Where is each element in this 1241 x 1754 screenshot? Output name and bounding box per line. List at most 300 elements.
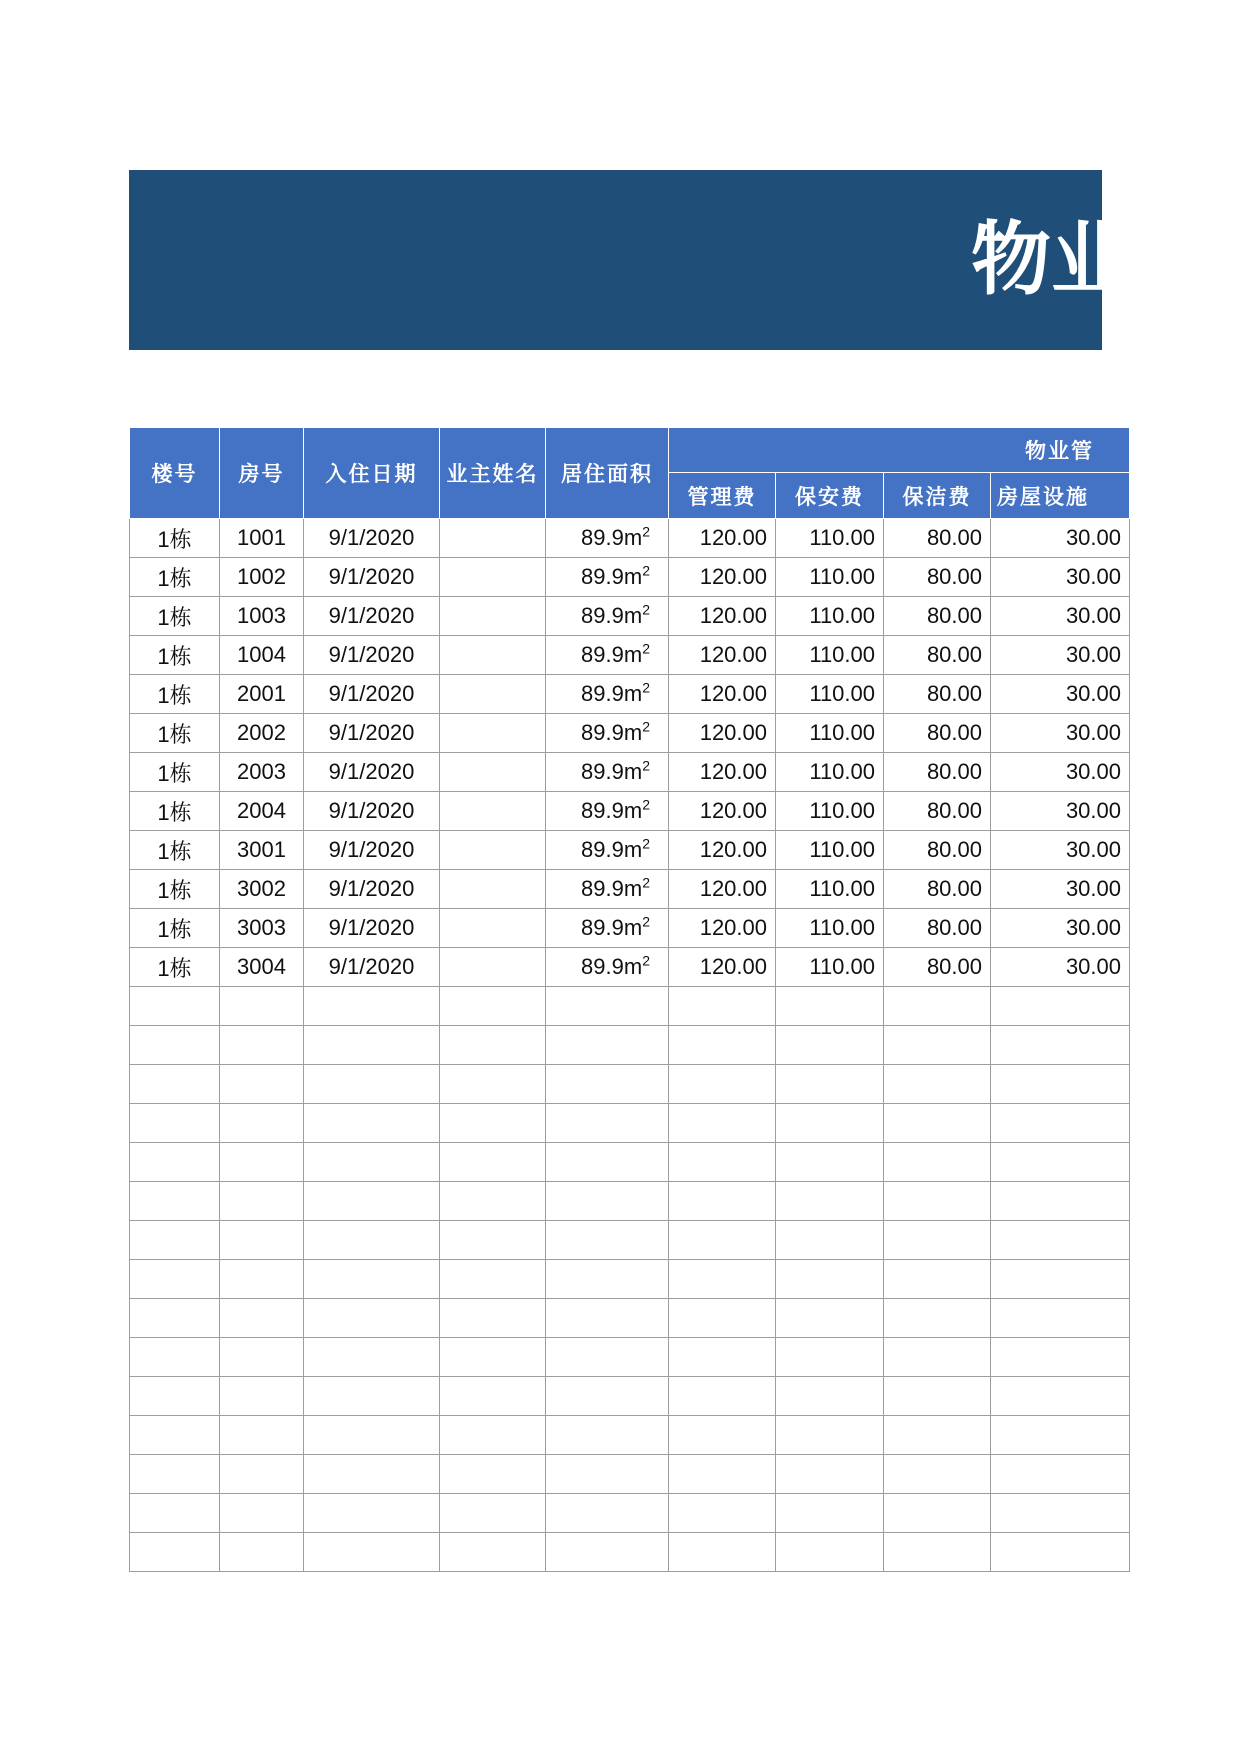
empty-cell[interactable] [546, 1143, 669, 1182]
table-row [130, 792, 1130, 831]
cell-management-fee[interactable] [669, 909, 776, 948]
empty-cell[interactable] [304, 1221, 440, 1260]
cell-area[interactable] [546, 909, 669, 948]
cell-owner-name[interactable] [440, 753, 546, 792]
empty-cell[interactable] [440, 1377, 546, 1416]
empty-cell[interactable] [220, 1494, 304, 1533]
empty-cell[interactable] [776, 1065, 884, 1104]
empty-cell[interactable] [669, 1065, 776, 1104]
empty-cell[interactable] [546, 1221, 669, 1260]
empty-cell[interactable] [991, 1455, 1130, 1494]
empty-cell[interactable] [440, 1221, 546, 1260]
empty-cell[interactable] [546, 1104, 669, 1143]
cell-move-in-date-value: 9/1/2020 [328, 915, 415, 940]
empty-cell[interactable] [304, 1377, 440, 1416]
cell-security-fee[interactable] [776, 675, 884, 714]
cell-building[interactable] [130, 675, 220, 714]
cell-owner-name[interactable] [440, 909, 546, 948]
cell-management-fee[interactable] [669, 636, 776, 675]
cell-owner-name[interactable] [440, 558, 546, 597]
empty-cell[interactable] [130, 1065, 220, 1104]
empty-cell[interactable] [304, 1182, 440, 1221]
area-unit-superscript: 2 [642, 718, 650, 735]
cell-cleaning-fee-value: 80.00 [926, 954, 982, 979]
empty-cell[interactable] [440, 1338, 546, 1377]
cell-owner-name[interactable] [440, 792, 546, 831]
cell-building-value: 1栋 [157, 955, 192, 981]
cell-room[interactable] [220, 636, 304, 675]
empty-cell[interactable] [130, 1494, 220, 1533]
cell-room[interactable] [220, 597, 304, 636]
header-owner-name: 业主姓名 [440, 428, 546, 519]
empty-cell[interactable] [776, 1104, 884, 1143]
cell-cleaning-fee[interactable] [884, 714, 991, 753]
cell-security-fee-value: 110.00 [809, 681, 875, 706]
empty-cell[interactable] [991, 1494, 1130, 1533]
header-room: 房号 [220, 428, 304, 519]
empty-cell[interactable] [776, 1182, 884, 1221]
cell-building[interactable] [130, 597, 220, 636]
cell-security-fee[interactable] [776, 870, 884, 909]
empty-table-row [130, 1533, 1130, 1572]
cell-cleaning-fee-value: 80.00 [926, 798, 982, 823]
cell-move-in-date[interactable] [304, 792, 440, 831]
area-unit-superscript: 2 [642, 874, 650, 891]
empty-cell[interactable] [440, 1455, 546, 1494]
empty-table-row [130, 1026, 1130, 1065]
cell-security-fee[interactable] [776, 636, 884, 675]
empty-cell[interactable] [304, 1260, 440, 1299]
empty-table-row [130, 1299, 1130, 1338]
cell-security-fee[interactable] [776, 792, 884, 831]
cell-room-value: 3003 [237, 915, 286, 940]
cell-move-in-date-value: 9/1/2020 [328, 798, 415, 823]
empty-cell[interactable] [440, 1533, 546, 1572]
table-row [130, 831, 1130, 870]
empty-cell[interactable] [220, 1455, 304, 1494]
cell-cleaning-fee[interactable] [884, 519, 991, 558]
cell-area[interactable] [546, 870, 669, 909]
cell-management-fee-value: 120.00 [699, 642, 767, 667]
empty-cell[interactable] [669, 1104, 776, 1143]
empty-cell[interactable] [440, 1065, 546, 1104]
cell-management-fee[interactable] [669, 831, 776, 870]
empty-cell[interactable] [776, 1338, 884, 1377]
empty-cell[interactable] [776, 1494, 884, 1533]
empty-cell[interactable] [776, 1416, 884, 1455]
empty-cell[interactable] [440, 1494, 546, 1533]
empty-cell[interactable] [991, 1299, 1130, 1338]
cell-security-fee-value: 110.00 [809, 525, 875, 550]
empty-cell[interactable] [546, 1338, 669, 1377]
cell-owner-name[interactable] [440, 870, 546, 909]
cell-area[interactable] [546, 519, 669, 558]
cell-building[interactable] [130, 558, 220, 597]
empty-cell[interactable] [546, 1260, 669, 1299]
cell-management-fee[interactable] [669, 558, 776, 597]
empty-cell[interactable] [991, 1026, 1130, 1065]
cell-building-value: 1栋 [157, 721, 192, 747]
cell-cleaning-fee[interactable] [884, 753, 991, 792]
table-row [130, 519, 1130, 558]
empty-cell[interactable] [546, 1026, 669, 1065]
empty-cell[interactable] [884, 1182, 991, 1221]
empty-cell[interactable] [884, 1533, 991, 1572]
cell-move-in-date[interactable] [304, 636, 440, 675]
empty-cell[interactable] [220, 987, 304, 1026]
empty-cell[interactable] [220, 1221, 304, 1260]
empty-cell[interactable] [440, 1416, 546, 1455]
cell-room-value: 1001 [237, 525, 286, 550]
cell-security-fee[interactable] [776, 558, 884, 597]
empty-cell[interactable] [669, 1377, 776, 1416]
empty-cell[interactable] [884, 1416, 991, 1455]
empty-cell[interactable] [130, 1338, 220, 1377]
empty-cell[interactable] [991, 1377, 1130, 1416]
cell-room[interactable] [220, 519, 304, 558]
empty-cell[interactable] [304, 987, 440, 1026]
empty-cell[interactable] [669, 1416, 776, 1455]
empty-cell[interactable] [991, 1338, 1130, 1377]
cell-management-fee[interactable] [669, 519, 776, 558]
cell-facility-fee[interactable] [991, 909, 1130, 948]
empty-cell[interactable] [546, 1065, 669, 1104]
empty-cell[interactable] [669, 1455, 776, 1494]
empty-cell[interactable] [130, 1416, 220, 1455]
cell-cleaning-fee-value: 80.00 [926, 642, 982, 667]
cell-room[interactable] [220, 753, 304, 792]
cell-move-in-date[interactable] [304, 519, 440, 558]
empty-cell[interactable] [669, 1026, 776, 1065]
empty-cell[interactable] [440, 1182, 546, 1221]
cell-security-fee[interactable] [776, 753, 884, 792]
empty-cell[interactable] [669, 1221, 776, 1260]
cell-management-fee[interactable] [669, 948, 776, 987]
cell-building-value: 1栋 [157, 760, 192, 786]
empty-cell[interactable] [884, 1143, 991, 1182]
empty-cell[interactable] [130, 1533, 220, 1572]
empty-table-row [130, 1416, 1130, 1455]
empty-cell[interactable] [546, 1455, 669, 1494]
cell-building[interactable] [130, 870, 220, 909]
cell-move-in-date[interactable] [304, 753, 440, 792]
cell-building[interactable] [130, 714, 220, 753]
empty-cell[interactable] [884, 1299, 991, 1338]
cell-owner-name[interactable] [440, 597, 546, 636]
empty-cell[interactable] [130, 1182, 220, 1221]
empty-cell[interactable] [130, 1026, 220, 1065]
cell-owner-name[interactable] [440, 831, 546, 870]
cell-facility-fee[interactable] [991, 714, 1130, 753]
empty-cell[interactable] [304, 1065, 440, 1104]
empty-cell[interactable] [991, 1260, 1130, 1299]
empty-cell[interactable] [304, 1299, 440, 1338]
cell-owner-name[interactable] [440, 636, 546, 675]
cell-management-fee[interactable] [669, 714, 776, 753]
empty-cell[interactable] [884, 1455, 991, 1494]
cell-security-fee-value: 110.00 [809, 837, 875, 862]
area-unit-superscript: 2 [642, 952, 650, 969]
empty-cell[interactable] [130, 1377, 220, 1416]
cell-cleaning-fee[interactable] [884, 597, 991, 636]
cell-cleaning-fee-value: 80.00 [926, 564, 982, 589]
cell-room[interactable] [220, 558, 304, 597]
cell-security-fee[interactable] [776, 909, 884, 948]
empty-cell[interactable] [546, 1377, 669, 1416]
empty-cell[interactable] [220, 1260, 304, 1299]
cell-security-fee-value: 110.00 [809, 564, 875, 589]
empty-cell[interactable] [304, 1026, 440, 1065]
empty-cell[interactable] [546, 1182, 669, 1221]
cell-facility-fee-value: 30.00 [1065, 915, 1121, 940]
empty-cell[interactable] [991, 1065, 1130, 1104]
empty-cell[interactable] [304, 1494, 440, 1533]
cell-area[interactable] [546, 948, 669, 987]
cell-building[interactable] [130, 948, 220, 987]
cell-building[interactable] [130, 519, 220, 558]
empty-cell[interactable] [440, 1026, 546, 1065]
cell-area[interactable] [546, 753, 669, 792]
area-unit-superscript: 2 [642, 796, 650, 813]
empty-cell[interactable] [546, 1494, 669, 1533]
cell-area-value: 89.9m [581, 915, 643, 940]
empty-cell[interactable] [304, 1143, 440, 1182]
cell-move-in-date[interactable] [304, 714, 440, 753]
cell-security-fee[interactable] [776, 831, 884, 870]
empty-cell[interactable] [776, 1455, 884, 1494]
header-move-in-date: 入住日期 [304, 428, 440, 519]
cell-cleaning-fee[interactable] [884, 792, 991, 831]
empty-cell[interactable] [669, 1494, 776, 1533]
empty-cell[interactable] [546, 1299, 669, 1338]
cell-move-in-date[interactable] [304, 909, 440, 948]
cell-management-fee-value: 120.00 [699, 603, 767, 628]
cell-facility-fee[interactable] [991, 636, 1130, 675]
empty-cell[interactable] [991, 1104, 1130, 1143]
cell-building[interactable] [130, 831, 220, 870]
cell-area[interactable] [546, 792, 669, 831]
empty-cell[interactable] [220, 1299, 304, 1338]
empty-cell[interactable] [546, 1416, 669, 1455]
empty-cell[interactable] [130, 1221, 220, 1260]
cell-cleaning-fee[interactable] [884, 558, 991, 597]
cell-management-fee[interactable] [669, 675, 776, 714]
empty-cell[interactable] [130, 1104, 220, 1143]
cell-cleaning-fee[interactable] [884, 636, 991, 675]
cell-move-in-date[interactable] [304, 831, 440, 870]
cell-facility-fee[interactable] [991, 675, 1130, 714]
cell-security-fee[interactable] [776, 519, 884, 558]
cell-owner-name[interactable] [440, 519, 546, 558]
empty-cell[interactable] [130, 1455, 220, 1494]
cell-management-fee-value: 120.00 [699, 525, 767, 550]
header-security-fee: 保安费 [776, 473, 884, 519]
empty-cell[interactable] [669, 1338, 776, 1377]
empty-cell[interactable] [440, 1299, 546, 1338]
empty-cell[interactable] [440, 1143, 546, 1182]
cell-security-fee-value: 110.00 [809, 798, 875, 823]
cell-building-value: 1栋 [157, 682, 192, 708]
cell-building[interactable] [130, 909, 220, 948]
title-banner [129, 170, 1211, 350]
empty-cell[interactable] [304, 1104, 440, 1143]
empty-cell[interactable] [991, 1533, 1130, 1572]
empty-cell[interactable] [884, 1260, 991, 1299]
cell-area[interactable] [546, 714, 669, 753]
empty-cell[interactable] [884, 1026, 991, 1065]
cell-room[interactable] [220, 792, 304, 831]
cell-room[interactable] [220, 909, 304, 948]
cell-facility-fee[interactable] [991, 792, 1130, 831]
cell-security-fee-value: 110.00 [809, 642, 875, 667]
cell-facility-fee[interactable] [991, 831, 1130, 870]
cell-owner-name[interactable] [440, 714, 546, 753]
cell-owner-name[interactable] [440, 948, 546, 987]
empty-cell[interactable] [130, 1260, 220, 1299]
cell-facility-fee[interactable] [991, 870, 1130, 909]
cell-building-value: 1栋 [157, 565, 192, 591]
area-unit-superscript: 2 [642, 835, 650, 852]
empty-cell[interactable] [130, 1299, 220, 1338]
cell-management-fee[interactable] [669, 753, 776, 792]
cell-cleaning-fee[interactable] [884, 870, 991, 909]
cell-management-fee[interactable] [669, 792, 776, 831]
empty-cell[interactable] [884, 1104, 991, 1143]
empty-cell[interactable] [991, 987, 1130, 1026]
cell-security-fee[interactable] [776, 597, 884, 636]
cell-cleaning-fee[interactable] [884, 675, 991, 714]
empty-cell[interactable] [220, 1377, 304, 1416]
empty-cell[interactable] [220, 1533, 304, 1572]
cell-cleaning-fee[interactable] [884, 948, 991, 987]
cell-move-in-date-value: 9/1/2020 [328, 837, 415, 862]
empty-cell[interactable] [669, 1143, 776, 1182]
cell-move-in-date-value: 9/1/2020 [328, 525, 415, 550]
empty-cell[interactable] [304, 1533, 440, 1572]
empty-cell[interactable] [776, 987, 884, 1026]
cell-room[interactable] [220, 831, 304, 870]
cell-owner-name[interactable] [440, 675, 546, 714]
cell-management-fee[interactable] [669, 597, 776, 636]
empty-cell[interactable] [130, 987, 220, 1026]
empty-cell[interactable] [991, 1143, 1130, 1182]
cell-area-value: 89.9m [581, 954, 643, 979]
cell-move-in-date[interactable] [304, 870, 440, 909]
empty-cell[interactable] [546, 987, 669, 1026]
cell-area[interactable] [546, 636, 669, 675]
empty-cell[interactable] [220, 1182, 304, 1221]
cell-facility-fee-value: 30.00 [1065, 759, 1121, 784]
cell-cleaning-fee[interactable] [884, 831, 991, 870]
empty-cell[interactable] [669, 1299, 776, 1338]
empty-cell[interactable] [440, 1260, 546, 1299]
empty-cell[interactable] [220, 1338, 304, 1377]
empty-cell[interactable] [776, 1221, 884, 1260]
empty-cell[interactable] [991, 1221, 1130, 1260]
empty-cell[interactable] [776, 1026, 884, 1065]
empty-cell[interactable] [669, 1182, 776, 1221]
empty-cell[interactable] [884, 987, 991, 1026]
cell-area[interactable] [546, 831, 669, 870]
empty-cell[interactable] [884, 1494, 991, 1533]
cell-area[interactable] [546, 675, 669, 714]
empty-cell[interactable] [776, 1299, 884, 1338]
cell-facility-fee[interactable] [991, 948, 1130, 987]
empty-cell[interactable] [130, 1143, 220, 1182]
empty-cell[interactable] [776, 1377, 884, 1416]
cell-move-in-date[interactable] [304, 597, 440, 636]
cell-management-fee[interactable] [669, 870, 776, 909]
cell-move-in-date-value: 9/1/2020 [328, 681, 415, 706]
cell-room[interactable] [220, 714, 304, 753]
cell-room[interactable] [220, 948, 304, 987]
cell-area-value: 89.9m [581, 681, 643, 706]
cell-move-in-date[interactable] [304, 558, 440, 597]
cell-facility-fee[interactable] [991, 519, 1130, 558]
empty-cell[interactable] [220, 1143, 304, 1182]
cell-move-in-date-value: 9/1/2020 [328, 720, 415, 745]
cell-security-fee[interactable] [776, 714, 884, 753]
empty-cell[interactable] [991, 1416, 1130, 1455]
empty-cell[interactable] [884, 1377, 991, 1416]
empty-cell[interactable] [776, 1533, 884, 1572]
cell-move-in-date[interactable] [304, 948, 440, 987]
cell-room[interactable] [220, 675, 304, 714]
cell-management-fee-value: 120.00 [699, 915, 767, 940]
empty-cell[interactable] [884, 1338, 991, 1377]
empty-cell[interactable] [440, 987, 546, 1026]
empty-cell[interactable] [220, 1416, 304, 1455]
cell-move-in-date[interactable] [304, 675, 440, 714]
cell-building[interactable] [130, 753, 220, 792]
empty-cell[interactable] [220, 1065, 304, 1104]
empty-cell[interactable] [669, 1533, 776, 1572]
table-row [130, 558, 1130, 597]
empty-cell[interactable] [884, 1065, 991, 1104]
empty-cell[interactable] [776, 1143, 884, 1182]
cell-facility-fee[interactable] [991, 597, 1130, 636]
empty-cell[interactable] [669, 987, 776, 1026]
empty-cell[interactable] [546, 1533, 669, 1572]
empty-cell[interactable] [220, 1026, 304, 1065]
cell-building[interactable] [130, 792, 220, 831]
empty-cell[interactable] [220, 1104, 304, 1143]
empty-cell[interactable] [304, 1455, 440, 1494]
cell-room[interactable] [220, 870, 304, 909]
empty-cell[interactable] [304, 1338, 440, 1377]
empty-cell[interactable] [304, 1416, 440, 1455]
empty-cell[interactable] [991, 1182, 1130, 1221]
cell-area-value: 89.9m [581, 876, 643, 901]
empty-cell[interactable] [669, 1260, 776, 1299]
table-row [130, 714, 1130, 753]
cell-building-value: 1栋 [157, 643, 192, 669]
cell-area[interactable] [546, 597, 669, 636]
cell-cleaning-fee[interactable] [884, 909, 991, 948]
empty-cell[interactable] [776, 1260, 884, 1299]
empty-cell[interactable] [440, 1104, 546, 1143]
header-row [130, 428, 1130, 473]
cell-facility-fee[interactable] [991, 558, 1130, 597]
cell-security-fee[interactable] [776, 948, 884, 987]
cell-building[interactable] [130, 636, 220, 675]
header-cleaning-fee: 保洁费 [884, 473, 991, 519]
cell-area-value: 89.9m [581, 720, 643, 745]
cell-facility-fee[interactable] [991, 753, 1130, 792]
cell-area[interactable] [546, 558, 669, 597]
cell-management-fee-value: 120.00 [699, 798, 767, 823]
empty-cell[interactable] [884, 1221, 991, 1260]
